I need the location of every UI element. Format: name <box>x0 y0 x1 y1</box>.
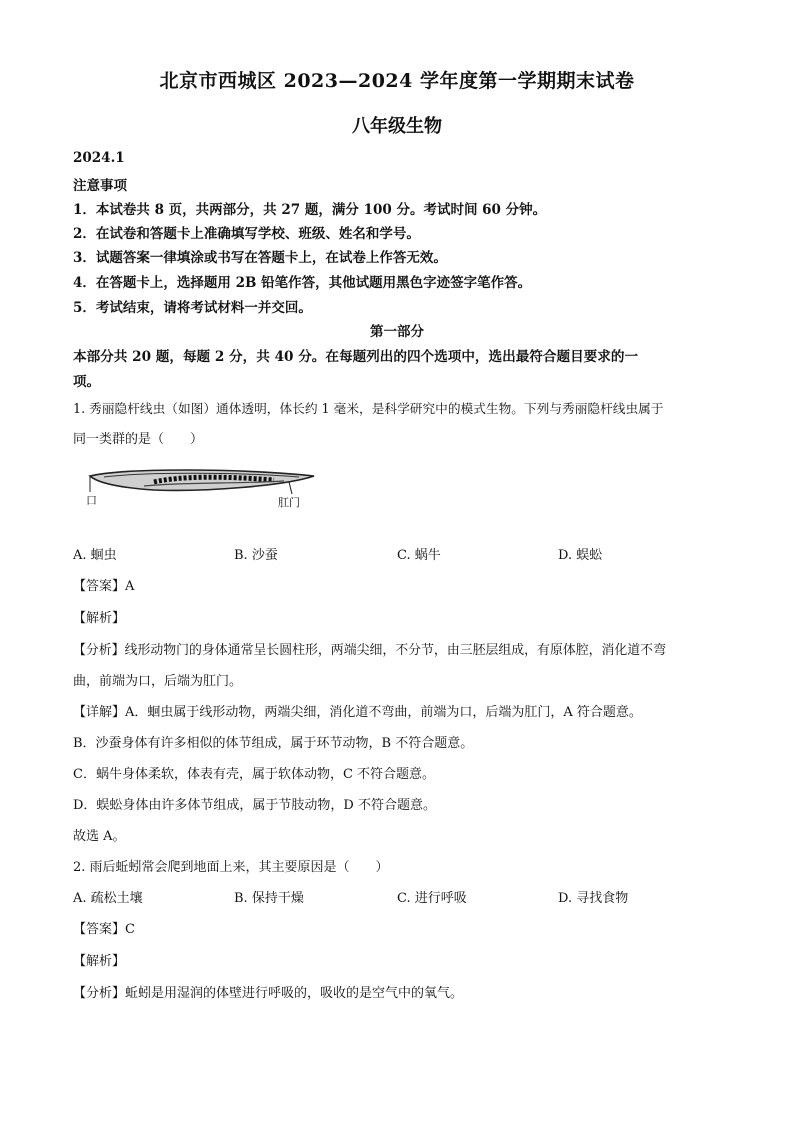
detail-line: B．沙蚕身体有许多相似的体节组成，属于环节动物，B 不符合题意。 <box>73 736 474 751</box>
option-a: A. 疏松土壤 <box>73 891 143 906</box>
option-a: A. 蛔虫 <box>73 548 117 563</box>
analysis-line <box>73 639 666 658</box>
conclusion: 故选 A。 <box>73 829 126 844</box>
xiangjie-text: A．蛔虫属于线形动物，两端尖细，消化道不弯曲，前端为口，后端为肛门，A 符合题意。 <box>125 705 642 720</box>
answer-value: C <box>125 922 135 937</box>
option-d: D. 寻找食物 <box>558 891 629 906</box>
exam-title: 北京市西城区 2023—2024 学年度第一学期期末试卷 <box>159 70 635 92</box>
answer-tag: 【答案】 <box>73 922 126 937</box>
analysis-line: 曲，前端为口，后端为肛门。 <box>73 674 243 689</box>
option-c: C. 蜗牛 <box>397 548 441 563</box>
question-stem: 1. 秀丽隐杆线虫（如图）通体透明，体长约 1 毫米，是科学研究中的模式生物。下列与秀丽隐杆线虫属于 <box>73 401 664 416</box>
fenxi-tag: 【分析】 <box>73 986 126 1001</box>
part-intro: 项。 <box>73 374 100 390</box>
figure-label-mouth: 口 <box>86 494 97 507</box>
question-stem: 2. 雨后蚯蚓常会爬到地面上来，其主要原因是（ ） <box>73 860 389 875</box>
figure-label-anus: 肛门 <box>278 496 300 509</box>
notice-item: 4．在答题卡上，选择题用 2B 铅笔作答，其他试题用黑色字迹签字笔作答。 <box>73 275 532 291</box>
answer-tag: 【答案】 <box>73 579 126 594</box>
option-c: C. 进行呼吸 <box>397 891 467 906</box>
part-intro: 本部分共 20 题，每题 2 分，共 40 分。在每题列出的四个选项中，选出最符合题目要求的一 <box>73 349 639 365</box>
question-stem: 同一类群的是（ ） <box>73 432 204 447</box>
exam-subtitle: 八年级生物 <box>352 116 442 137</box>
detail-line: C．蜗牛身体柔软，体表有壳，属于软体动物，C 不符合题意。 <box>73 767 436 782</box>
analysis-tag: 【解析】 <box>73 611 126 626</box>
fenxi-tag: 【分析】 <box>73 643 125 658</box>
fenxi-text: 线形动物门的身体通常呈长圆柱形，两端尖细，不分节，由三胚层组成，有原体腔，消化道不弯 <box>124 643 666 658</box>
notice-heading: 注意事项 <box>73 178 127 194</box>
notice-item: 2．在试卷和答题卡上准确填写学校、班级、姓名和学号。 <box>73 226 420 242</box>
detail-line: D．蜈蚣身体由许多体节组成，属于节肢动物，D 不符合题意。 <box>73 798 436 813</box>
option-b: B. 保持干燥 <box>234 891 304 906</box>
answer-value: A <box>125 579 135 594</box>
exam-date: 2024.1 <box>73 150 125 166</box>
xiangjie-tag: 【详解】 <box>73 705 126 720</box>
option-d: D. 蜈蚣 <box>558 548 603 563</box>
option-b: B. 沙蚕 <box>234 548 278 563</box>
analysis-tag: 【解析】 <box>73 954 126 969</box>
notice-item: 5．考试结束，请将考试材料一并交回。 <box>73 300 312 316</box>
notice-item: 3．试题答案一律填涂或书写在答题卡上，在试卷上作答无效。 <box>73 250 447 266</box>
detail-line <box>73 701 642 720</box>
notice-item: 1．本试卷共 8 页，共两部分，共 27 题，满分 100 分。考试时间 60 分钟。 <box>73 202 547 218</box>
fenxi-text: 蚯蚓是用湿润的体壁进行呼吸的，吸收的是空气中的氧气。 <box>125 986 464 1001</box>
part-heading: 第一部分 <box>370 324 424 340</box>
answer-line <box>73 575 134 594</box>
analysis-line <box>73 982 463 1001</box>
answer-line <box>73 918 135 937</box>
